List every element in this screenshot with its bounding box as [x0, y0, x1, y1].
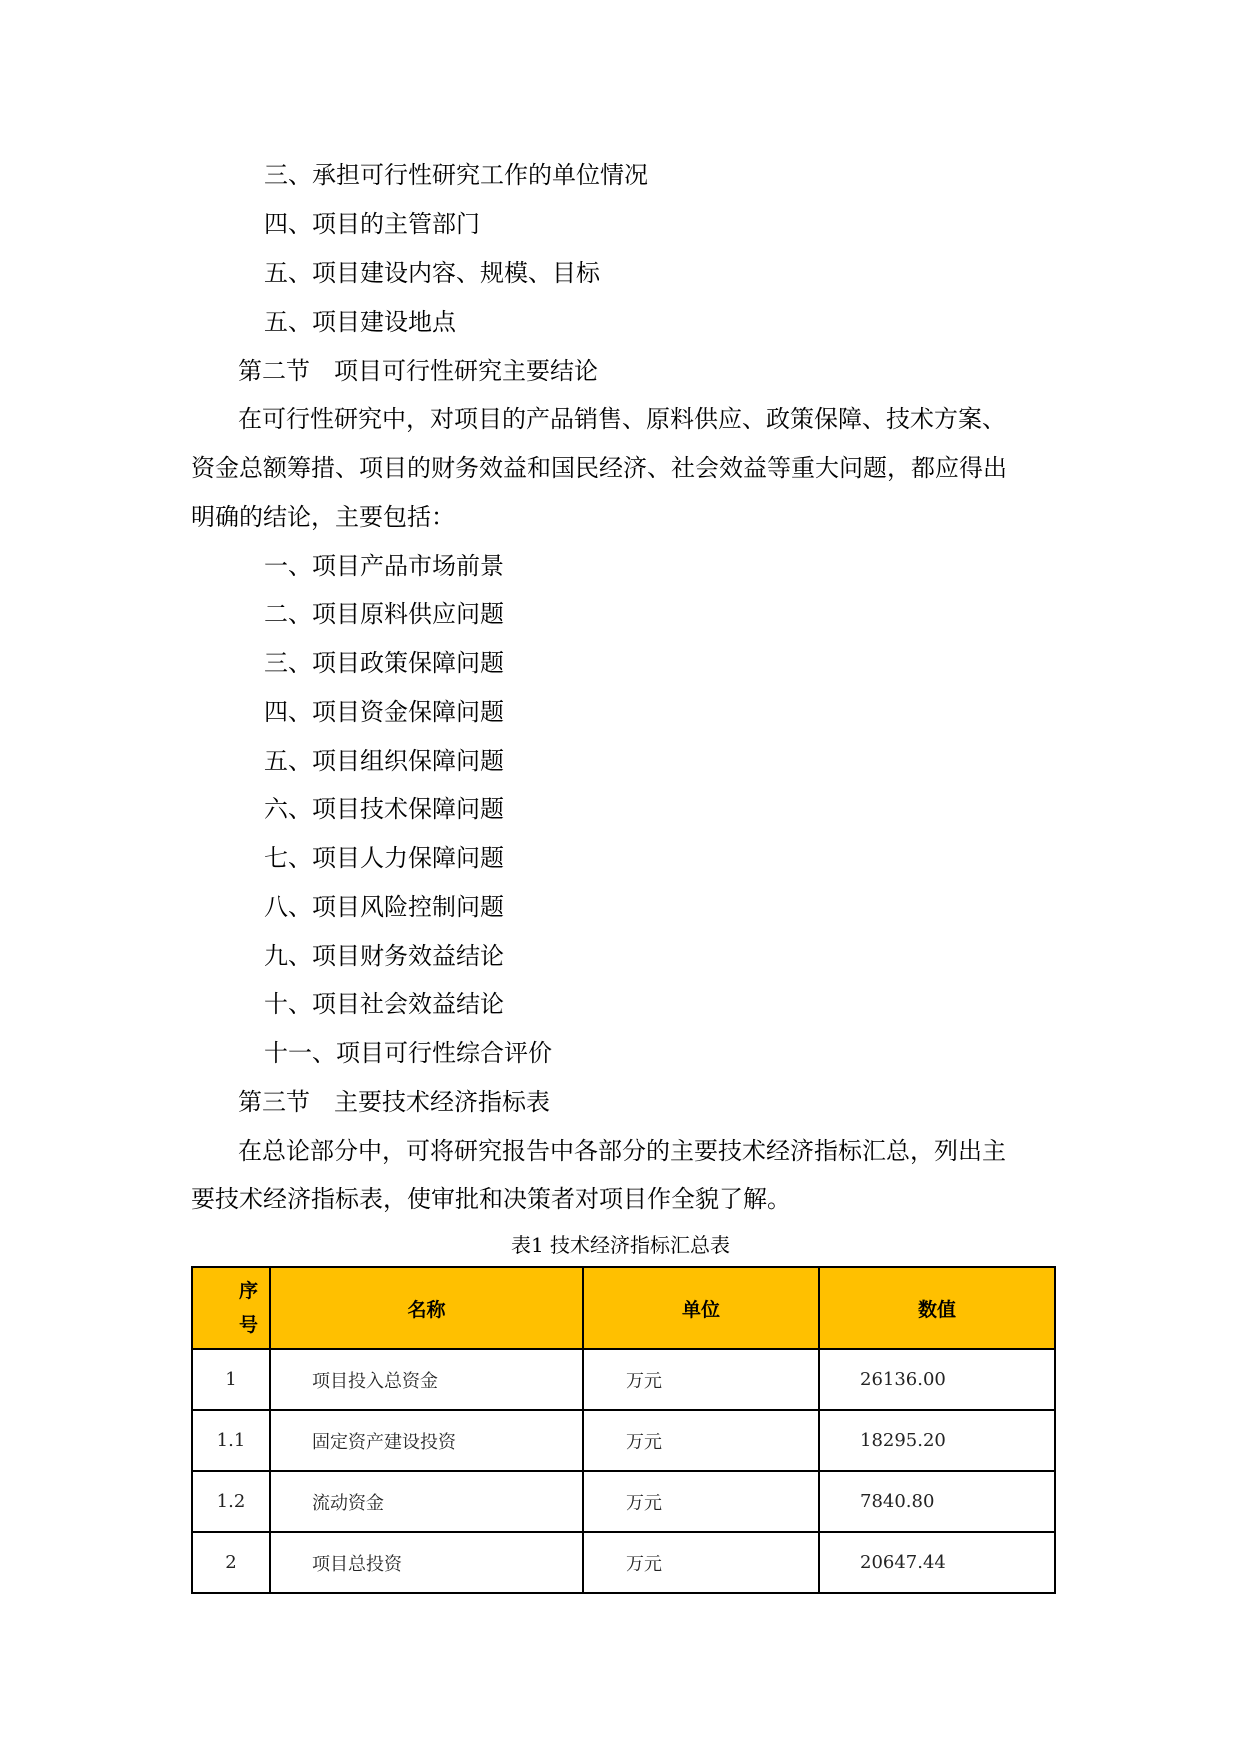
conclusion-item: 七、项目人力保障问题	[264, 844, 504, 872]
conclusion-item: 八、项目风险控制问题	[264, 893, 504, 921]
conclusion-item: 九、项目财务效益结论	[264, 942, 504, 970]
cell-unit: 万元	[583, 1532, 819, 1593]
header-name: 名称	[270, 1267, 583, 1349]
conclusion-item: 五、项目组织保障问题	[264, 747, 504, 775]
cell-unit: 万元	[583, 1410, 819, 1471]
cell-name: 项目投入总资金	[270, 1349, 583, 1410]
table-header-row	[192, 1267, 1055, 1349]
paragraph-line: 在总论部分中，可将研究报告中各部分的主要技术经济指标汇总，列出主	[238, 1137, 1006, 1165]
outline-item: 三、承担可行性研究工作的单位情况	[264, 161, 648, 189]
paragraph-line: 在可行性研究中，对项目的产品销售、原料供应、政策保障、技术方案、	[238, 405, 1006, 433]
cell-name: 项目总投资	[270, 1532, 583, 1593]
outline-item: 五、项目建设内容、规模、目标	[264, 259, 600, 287]
paragraph-line: 资金总额筹措、项目的财务效益和国民经济、社会效益等重大问题，都应得出	[191, 454, 1007, 482]
conclusion-item: 四、项目资金保障问题	[264, 698, 504, 726]
cell-name: 流动资金	[270, 1471, 583, 1532]
outline-item: 四、项目的主管部门	[264, 210, 480, 238]
table-row	[192, 1410, 1055, 1471]
paragraph-line: 明确的结论，主要包括：	[191, 503, 455, 531]
cell-value: 7840.80	[819, 1471, 1055, 1532]
table-row	[192, 1349, 1055, 1410]
cell-value: 18295.20	[819, 1410, 1055, 1471]
header-no: 序号	[192, 1267, 270, 1349]
cell-value: 20647.44	[819, 1532, 1055, 1593]
conclusion-item: 十、项目社会效益结论	[264, 990, 504, 1018]
header-value: 数值	[819, 1267, 1055, 1349]
cell-unit: 万元	[583, 1471, 819, 1532]
table-caption: 表1 技术经济指标汇总表	[510, 1233, 731, 1257]
table-row	[192, 1532, 1055, 1593]
paragraph-line: 要技术经济指标表，使审批和决策者对项目作全貌了解。	[191, 1185, 791, 1213]
section-heading: 第三节 主要技术经济指标表	[238, 1088, 550, 1116]
cell-no: 2	[192, 1532, 270, 1593]
cell-no: 1.1	[192, 1410, 270, 1471]
conclusion-item: 六、项目技术保障问题	[264, 795, 504, 823]
cell-no: 1	[192, 1349, 270, 1410]
cell-unit: 万元	[583, 1349, 819, 1410]
section-heading: 第二节 项目可行性研究主要结论	[238, 357, 598, 385]
cell-no: 1.2	[192, 1471, 270, 1532]
outline-item: 五、项目建设地点	[264, 308, 456, 336]
header-unit: 单位	[583, 1267, 819, 1349]
conclusion-item: 二、项目原料供应问题	[264, 600, 504, 628]
conclusion-item: 十一、项目可行性综合评价	[264, 1039, 552, 1067]
cell-value: 26136.00	[819, 1349, 1055, 1410]
metrics-table	[191, 1266, 1056, 1594]
cell-name: 固定资产建设投资	[270, 1410, 583, 1471]
conclusion-item: 一、项目产品市场前景	[264, 552, 504, 580]
table-row	[192, 1471, 1055, 1532]
conclusion-item: 三、项目政策保障问题	[264, 649, 504, 677]
